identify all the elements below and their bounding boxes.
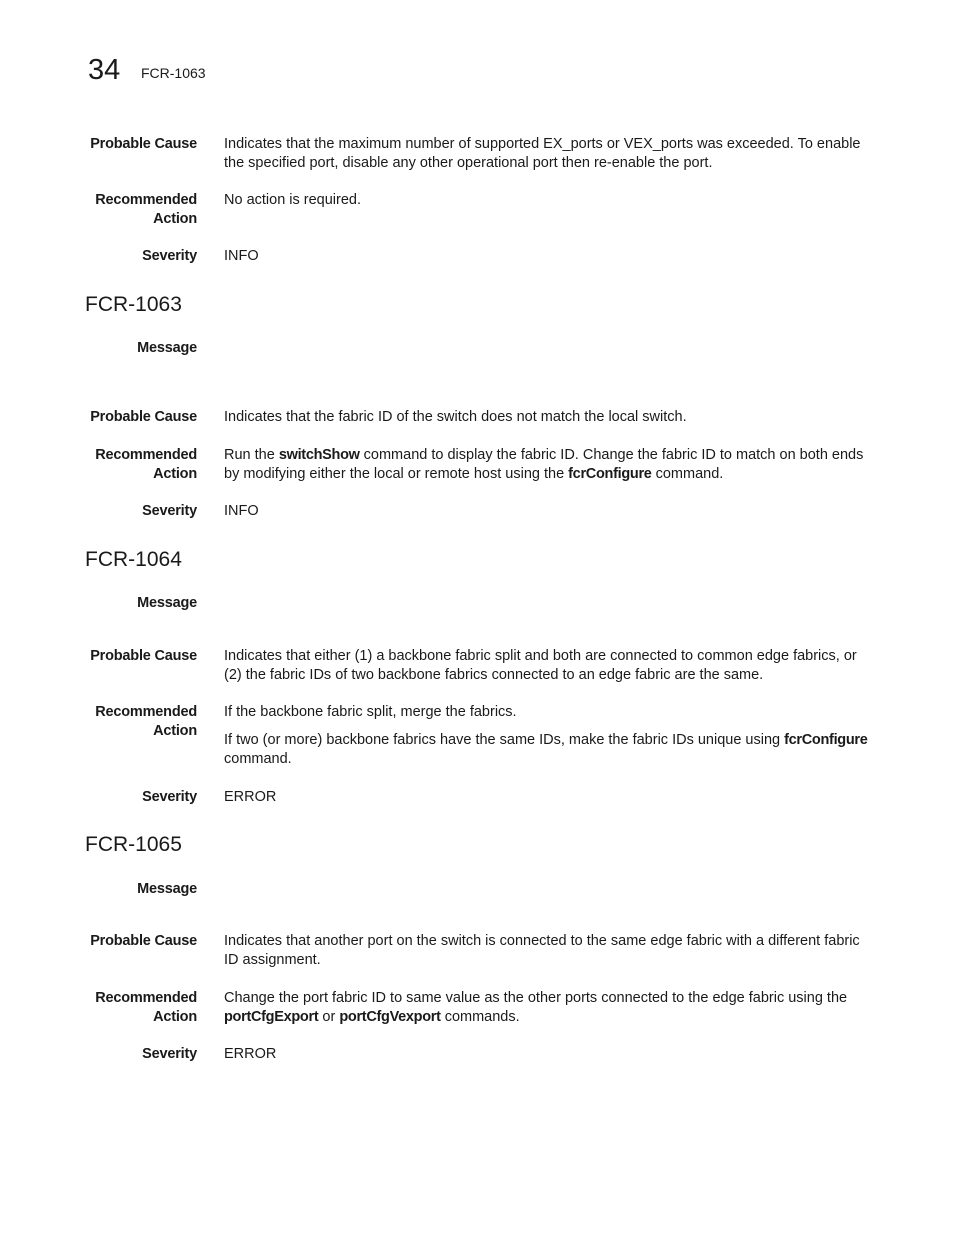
label-recommended-action: Recommended Action [95, 704, 197, 739]
command-fcrconfigure: fcrConfigure [784, 732, 868, 748]
label-probable-cause: Probable Cause [90, 648, 197, 664]
label-message: Message [137, 881, 197, 897]
label-message: Message [137, 340, 197, 356]
label-recommended-action: Recommended Action [95, 990, 197, 1025]
fcr-1063-severity-value: INFO [224, 503, 259, 519]
command-fcrconfigure: fcrConfigure [568, 466, 652, 482]
fcr-1065-action-text: Change the port fabric ID to same value as the other ports connected to the edge fabric using the portCfgExport or portCfgVexport commands. [224, 990, 848, 1025]
running-title: FCR-1063 [141, 65, 206, 81]
label-severity: Severity [142, 248, 197, 264]
label-recommended-action: Recommended Action [95, 447, 197, 482]
label-probable-cause: Probable Cause [90, 933, 197, 949]
label-severity: Severity [142, 503, 197, 519]
fcr-1065-cause-text: Indicates that another port on the switch is connected to the same edge fabric with a different fabric ID assignment. [224, 933, 860, 968]
label-recommended-action: Recommended Action [95, 192, 197, 227]
command-switchshow: switchShow [278, 447, 360, 463]
label-message: Message [137, 595, 197, 611]
prev-action-text: No action is required. [224, 192, 362, 208]
section-title-fcr-1063: FCR-1063 [85, 293, 182, 316]
label-probable-cause: Probable Cause [90, 136, 197, 152]
fcr-1064-severity-value: ERROR [224, 789, 277, 805]
fcr-1065-severity-value: ERROR [224, 1046, 277, 1062]
command-portcfgexport: portCfgExport [224, 1009, 319, 1025]
fcr-1064-cause-text: Indicates that either (1) a backbone fabric split and both are connected to common edge fabrics, or (2) the fabric IDs of two backbone fabrics connected to an edge fabric are the same. [224, 648, 857, 683]
fcr-1063-action-text: Run the switchShow command to display the fabric ID. Change the fabric ID to match on both ends by modifying either the local or remote host using the fcrConfigure command. [224, 447, 864, 482]
prev-severity-value: INFO [224, 248, 259, 264]
fcr-1064-action-p2: If two (or more) backbone fabrics have the same IDs, make the fabric IDs unique using fcrConfigure command. [224, 732, 868, 767]
section-title-fcr-1064: FCR-1064 [85, 548, 182, 571]
prev-cause-text: Indicates that the maximum number of supported EX_ports or VEX_ports was exceeded. To enable the specified port, disable any other operational port then re-enable the port. [224, 136, 861, 171]
fcr-1064-action-p1: If the backbone fabric split, merge the fabrics. [224, 704, 517, 720]
label-probable-cause: Probable Cause [90, 409, 197, 425]
label-severity: Severity [142, 1046, 197, 1062]
fcr-1063-cause-text: Indicates that the fabric ID of the switch does not match the local switch. [224, 409, 687, 425]
label-severity: Severity [142, 789, 197, 805]
section-title-fcr-1065: FCR-1065 [85, 833, 182, 856]
chapter-number: 34 [88, 54, 121, 86]
command-portcfgvexport: portCfgVexport [339, 1009, 441, 1025]
